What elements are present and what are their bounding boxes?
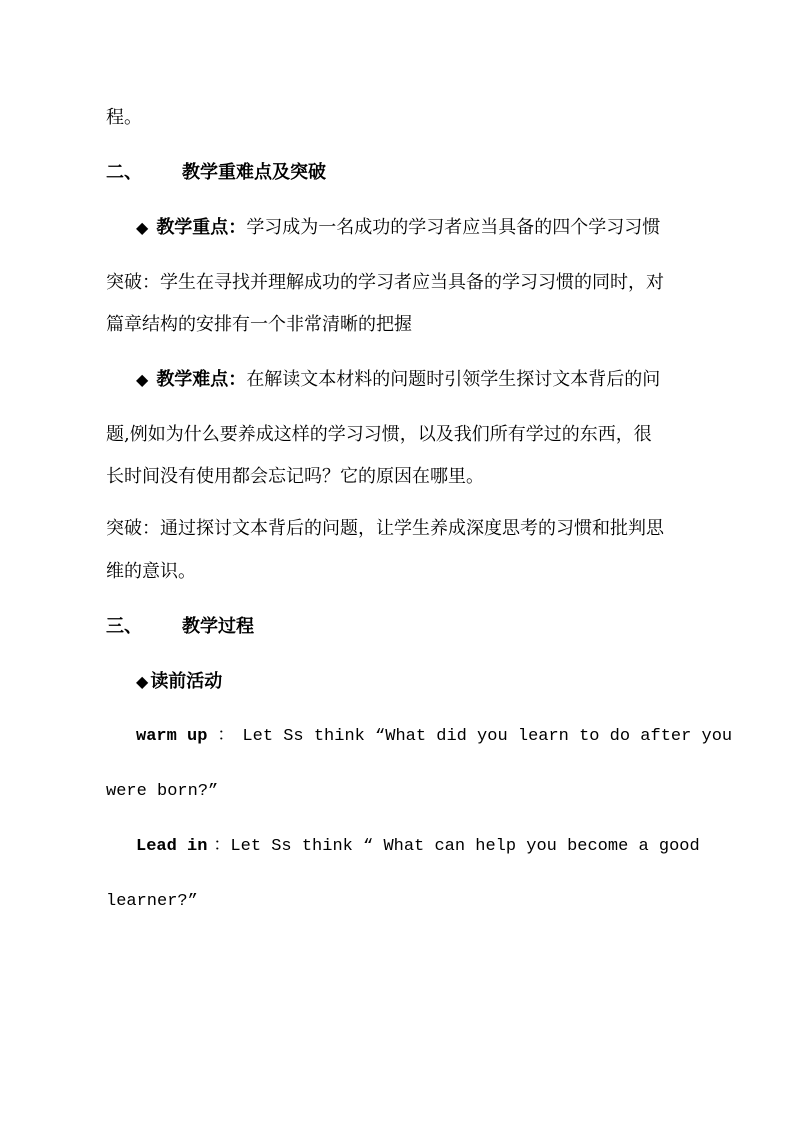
warm-up-line-1 — [136, 725, 732, 749]
lead-in-separator: ： — [213, 837, 231, 856]
difficult-breakthrough-line-1: 突破：通过探讨文本背后的问题，让学生养成深度思考的习惯和批判思 — [106, 518, 664, 539]
key-point — [136, 216, 660, 240]
difficult-point-text: 在解读文本材料的问题时引领学生探讨文本背后的问 — [246, 369, 661, 390]
diamond-bullet-icon: ◆ — [136, 672, 149, 691]
key-breakthrough-line-1: 突破：学生在寻找并理解成功的学习者应当具备的学习习惯的同时，对 — [106, 272, 664, 293]
section-2-title: 教学重难点及突破 — [182, 162, 326, 183]
key-point-text: 学习成为一名成功的学习者应当具备的四个学习习惯 — [246, 217, 661, 238]
key-breakthrough-line-2: 篇章结构的安排有一个非常清晰的把握 — [106, 314, 412, 335]
diamond-bullet-icon: ◆ — [136, 370, 149, 389]
section-3-number: 三、 — [106, 616, 142, 637]
key-point-label: 教学重点： — [156, 217, 247, 238]
lead-in-text: Let Ss think “ What can help you become a good — [230, 837, 700, 856]
warm-up-separator: ： — [217, 727, 235, 746]
warm-up-line-2: were born?” — [106, 782, 219, 801]
section-3-title: 教学过程 — [182, 616, 254, 637]
section-2-heading — [106, 161, 326, 185]
difficult-point-label: 教学难点： — [156, 369, 247, 390]
section-2-number: 二、 — [106, 162, 142, 183]
pre-reading-label: 读前活动 — [150, 671, 223, 692]
difficult-point — [136, 368, 660, 392]
warm-up-text: Let Ss think “What did you learn to do after you — [242, 727, 733, 746]
difficult-point-line-3: 长时间没有使用都会忘记吗？它的原因在哪里。 — [106, 466, 484, 487]
pre-reading-heading — [136, 670, 222, 694]
paragraph-tail: 程。 — [106, 107, 142, 128]
section-3-heading — [106, 615, 254, 639]
lead-in-label: Lead in — [136, 837, 208, 856]
difficult-breakthrough-line-2: 维的意识。 — [106, 561, 196, 582]
warm-up-label: warm up — [136, 727, 208, 746]
lead-in-line-2: learner?” — [106, 892, 198, 911]
lead-in-line-1 — [136, 835, 700, 859]
diamond-bullet-icon: ◆ — [136, 218, 149, 237]
difficult-point-line-2: 题,例如为什么要养成这样的学习习惯，以及我们所有学过的东西，很 — [106, 424, 652, 445]
